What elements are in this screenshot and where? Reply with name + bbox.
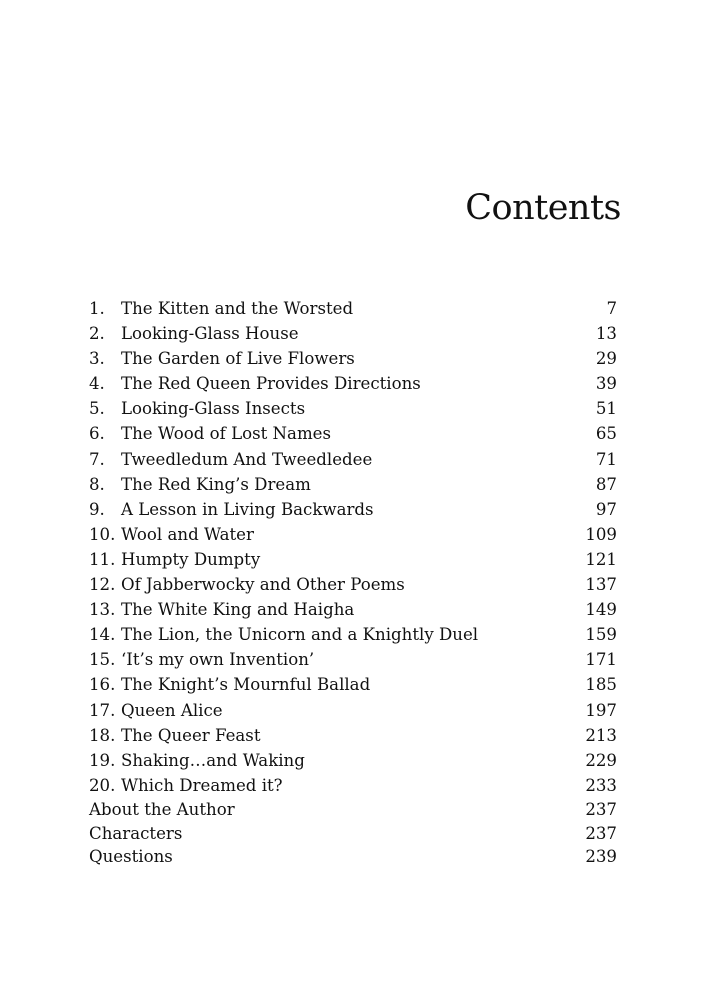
page-number: 87 xyxy=(595,474,617,494)
chapter-title: ‘It’s my own Invention’ xyxy=(121,650,315,670)
toc-entry-14[interactable] xyxy=(89,622,619,647)
page-number: 197 xyxy=(585,700,617,720)
chapter-number: 3. xyxy=(89,349,105,369)
toc-entry-3[interactable] xyxy=(89,346,619,371)
chapter-number: 13. xyxy=(89,600,116,620)
page-number: 97 xyxy=(595,499,617,519)
page-number: 159 xyxy=(585,625,617,645)
section-title: About the Author xyxy=(89,799,235,819)
page-number: 7 xyxy=(606,299,617,318)
toc-entry-9[interactable] xyxy=(89,497,619,522)
chapter-title: The Garden of Live Flowers xyxy=(121,349,355,369)
table-of-contents xyxy=(89,296,619,869)
chapter-title: Wool and Water xyxy=(121,524,254,544)
page-number: 109 xyxy=(585,524,617,544)
toc-entry-15[interactable] xyxy=(89,647,619,672)
toc-entry-17[interactable] xyxy=(89,698,619,723)
page-number: 29 xyxy=(595,349,617,369)
toc-entry-10[interactable] xyxy=(89,522,619,547)
chapter-title: The Kitten and the Worsted xyxy=(121,299,354,318)
chapter-title: The Red King’s Dream xyxy=(121,474,311,494)
page-number: 137 xyxy=(585,575,617,595)
toc-entry-12[interactable] xyxy=(89,572,619,597)
page-number: 65 xyxy=(595,424,617,444)
chapter-number: 7. xyxy=(89,449,105,469)
toc-entry-2[interactable] xyxy=(89,321,619,346)
section-title: Characters xyxy=(89,823,183,843)
chapter-title: Which Dreamed it? xyxy=(121,775,283,795)
chapter-title: The White King and Haigha xyxy=(121,600,355,620)
chapter-number: 14. xyxy=(89,625,116,645)
page-number: 51 xyxy=(595,399,617,419)
toc-entry-18[interactable] xyxy=(89,723,619,748)
page-number: 121 xyxy=(585,549,617,569)
page-number: 39 xyxy=(595,374,617,394)
page-number: 171 xyxy=(585,650,617,670)
page-title: Contents xyxy=(465,188,621,228)
page-number: 239 xyxy=(585,847,617,867)
chapter-number: 10. xyxy=(89,524,116,544)
page-number: 149 xyxy=(585,600,617,620)
toc-entry-16[interactable] xyxy=(89,672,619,697)
chapter-number: 5. xyxy=(89,399,105,419)
toc-entry-4[interactable] xyxy=(89,371,619,396)
toc-entry-7[interactable] xyxy=(89,447,619,472)
toc-entry-11[interactable] xyxy=(89,547,619,572)
chapter-title: The Lion, the Unicorn and a Knightly Duel xyxy=(121,625,479,645)
chapter-number: 6. xyxy=(89,424,105,444)
chapter-number: 4. xyxy=(89,374,105,394)
chapter-title: The Knight’s Mournful Ballad xyxy=(121,675,371,695)
toc-entry-5[interactable] xyxy=(89,396,619,421)
page-number: 185 xyxy=(585,675,617,695)
toc-entry-8[interactable] xyxy=(89,472,619,497)
chapter-number: 9. xyxy=(89,499,105,519)
chapter-title: Looking-Glass Insects xyxy=(121,399,306,419)
page-number: 213 xyxy=(585,725,617,745)
chapter-title: The Wood of Lost Names xyxy=(121,424,332,444)
page-number: 237 xyxy=(585,799,617,819)
chapter-number: 20. xyxy=(89,775,116,795)
toc-entry-13[interactable] xyxy=(89,597,619,622)
chapter-number: 8. xyxy=(89,474,105,494)
toc-entry-about-the-author[interactable] xyxy=(89,798,619,822)
chapter-number: 12. xyxy=(89,575,116,595)
chapter-title: A Lesson in Living Backwards xyxy=(121,499,374,519)
chapter-number: 19. xyxy=(89,750,116,770)
chapter-number: 17. xyxy=(89,700,116,720)
toc-entry-1[interactable] xyxy=(89,296,619,321)
page-number: 229 xyxy=(585,750,617,770)
page-number: 237 xyxy=(585,823,617,843)
chapter-number: 1. xyxy=(89,299,105,318)
chapter-title: The Queer Feast xyxy=(121,725,261,745)
chapter-title: Looking-Glass House xyxy=(121,324,299,344)
chapter-title: Shaking…and Waking xyxy=(121,750,305,770)
page-number: 233 xyxy=(585,775,617,795)
chapter-number: 16. xyxy=(89,675,116,695)
chapter-title: Humpty Dumpty xyxy=(121,549,261,569)
chapter-title: Queen Alice xyxy=(121,700,223,720)
chapter-title: Of Jabberwocky and Other Poems xyxy=(121,575,405,595)
page-number: 13 xyxy=(595,324,617,344)
toc-entry-questions[interactable] xyxy=(89,845,619,869)
chapter-number: 2. xyxy=(89,324,105,344)
chapter-number: 11. xyxy=(89,549,116,569)
chapter-number: 18. xyxy=(89,725,116,745)
chapter-title: Tweedledum And Tweedledee xyxy=(121,449,373,469)
chapter-title: The Red Queen Provides Directions xyxy=(121,374,421,394)
toc-entry-6[interactable] xyxy=(89,421,619,446)
chapter-number: 15. xyxy=(89,650,116,670)
toc-entry-characters[interactable] xyxy=(89,822,619,846)
toc-entry-19[interactable] xyxy=(89,748,619,773)
section-title: Questions xyxy=(89,847,173,867)
toc-entry-20[interactable] xyxy=(89,773,619,798)
page-number: 71 xyxy=(595,449,617,469)
